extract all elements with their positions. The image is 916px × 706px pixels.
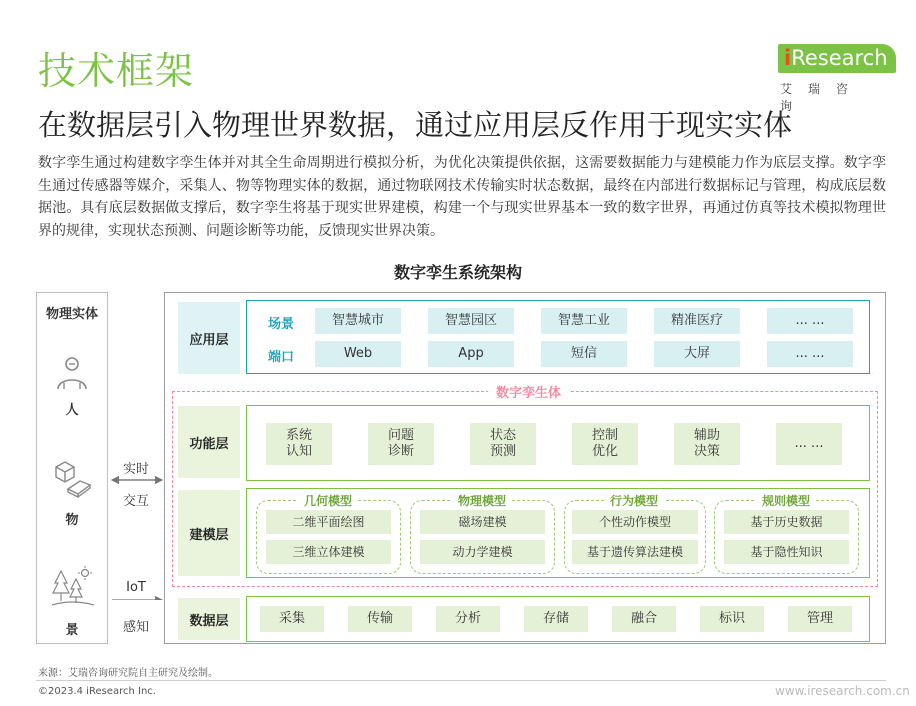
data-fuse: 融合 [612, 606, 676, 632]
scene-smart-industry: 智慧工业 [541, 308, 627, 334]
interact-label: 交互 [122, 494, 149, 509]
model-historical-data: 基于历史数据 [724, 510, 849, 534]
model-tacit-knowledge: 基于隐性知识 [724, 540, 849, 564]
port-app: App [428, 341, 514, 367]
source-note: 来源：艾瑞咨询研究院自主研究及绘制。 [38, 668, 218, 679]
intro-paragraph: 数字孪生通过构建数字孪生体并对其全生命周期进行模拟分析，为优化决策提供依据，这需要数据能力与建模能力作为底层支撑。数字孪生通过传感器等媒介，采集人、物等物理实体的数据，通过物联网技术传输实时状态数据，最终在内部进行数据标记与管理，构成底层数据池。具有底层数据做支撑后，数字孪生将基于现实世界建模，构建一个与现实世界基本一致的数字世界，再通过仿真等技术模拟物理世界的规律，实现状态预测、问题诊断等功能，反馈现实世界决策。 [38, 155, 886, 239]
page-title: 技术框架 [38, 49, 195, 93]
port-more: ... ... [767, 341, 853, 367]
application-layer-label: 应用层 [178, 302, 240, 374]
data-label: 标识 [700, 606, 764, 632]
page-subtitle: 在数据层引入物理世界数据，通过应用层反作用于现实实体 [38, 108, 793, 142]
func-more: ... ... [776, 423, 842, 465]
physical-entity-title: 物理实体 [45, 307, 98, 322]
func-control-optimization: 控制 优化 [572, 423, 638, 465]
port-row-label: 端口 [268, 350, 295, 365]
behavior-model-title: 行为模型 [604, 492, 664, 509]
scene-smart-city: 智慧城市 [315, 308, 401, 334]
model-personal-action: 个性动作模型 [572, 510, 698, 534]
data-manage: 管理 [788, 606, 852, 632]
physical-entity-panel [36, 292, 108, 644]
scene-smart-park: 智慧园区 [428, 308, 514, 334]
model-magnetic-field: 磁场建模 [420, 510, 545, 534]
logo-chinese-text: 艾瑞咨询 [780, 82, 865, 113]
model-3d-modeling: 三维立体建模 [266, 540, 391, 564]
physics-model-title: 物理模型 [452, 492, 512, 509]
copyright: ©2023.4 iResearch Inc. [38, 686, 156, 697]
geometry-model-title: 几何模型 [298, 492, 358, 509]
data-store: 存储 [524, 606, 588, 632]
cube-object-icon [52, 459, 92, 499]
digital-twin-title: 数字孪生体 [488, 382, 569, 401]
iot-label: IoT [126, 580, 146, 595]
rule-model-title: 规则模型 [756, 492, 816, 509]
watermark: www.iresearch.com.cn [775, 684, 910, 698]
func-system-cognition: 系统 认知 [266, 423, 332, 465]
port-sms: 短信 [541, 341, 627, 367]
function-layer-label: 功能层 [178, 406, 240, 478]
data-transmit: 传输 [348, 606, 412, 632]
func-state-prediction: 状态 预测 [470, 423, 536, 465]
scene-label: 景 [65, 623, 79, 638]
data-collect: 采集 [260, 606, 324, 632]
model-genetic-algorithm: 基于遗传算法建模 [572, 540, 698, 564]
footer-divider [36, 680, 886, 681]
person-icon [52, 355, 92, 395]
func-problem-diagnosis: 问题 诊断 [368, 423, 434, 465]
diagram-title: 数字孪生系统架构 [393, 263, 522, 282]
data-layer-label: 数据层 [178, 598, 240, 640]
scene-row-label: 场景 [268, 317, 295, 332]
port-big-screen: 大屏 [654, 341, 740, 367]
sense-label: 感知 [122, 620, 149, 635]
person-label: 人 [65, 403, 79, 418]
modeling-layer-label: 建模层 [178, 490, 240, 576]
scene-precision-medicine: 精准医疗 [654, 308, 740, 334]
scene-landscape-icon [52, 565, 94, 607]
iresearch-logo: iResearch 艾瑞咨询 [778, 44, 888, 100]
data-analyze: 分析 [436, 606, 500, 632]
model-dynamics: 动力学建模 [420, 540, 545, 564]
func-decision-support: 辅助 决策 [674, 423, 740, 465]
realtime-label: 实时 [122, 462, 149, 477]
port-web: Web [315, 341, 401, 367]
model-2d-drawing: 二维平面绘图 [266, 510, 391, 534]
object-label: 物 [65, 513, 79, 528]
scene-more: ... ... [767, 308, 853, 334]
